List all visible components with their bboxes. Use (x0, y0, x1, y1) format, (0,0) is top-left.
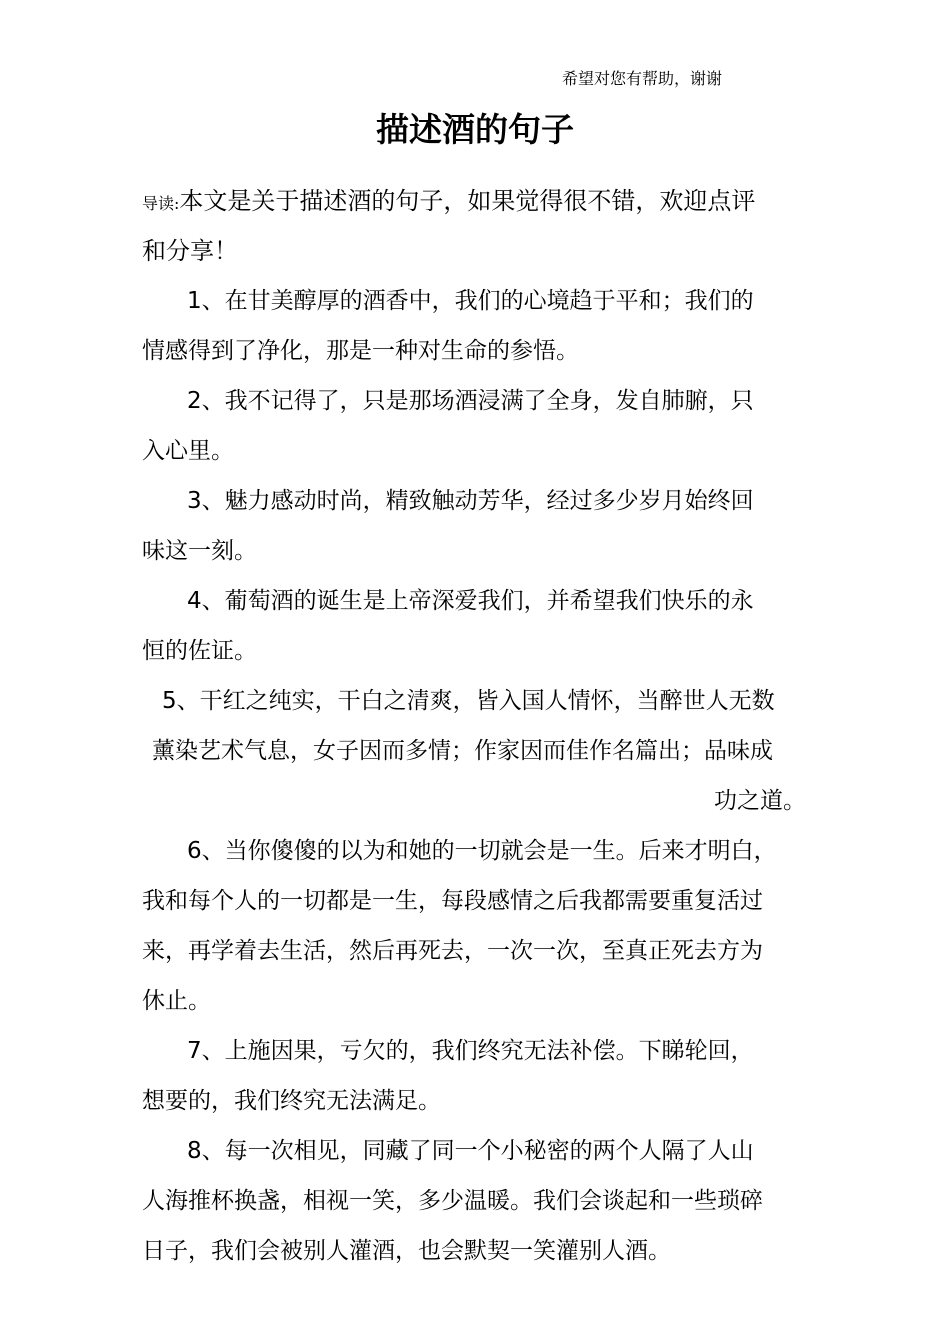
paragraph-5-line-3: 功之道。 (714, 788, 806, 814)
page-title: 描述酒的句子 (376, 110, 574, 149)
paragraph-8-line-2: 人海推杯换盏，相视一笑，多少温暖。我们会谈起和一些琐碎 (142, 1188, 763, 1214)
paragraph-1-line-2: 情感得到了净化，那是一种对生命的参悟。 (142, 338, 579, 364)
paragraph-6-line-4: 休止。 (142, 988, 211, 1014)
paragraph-3-line-2: 味这一刻。 (142, 538, 257, 564)
paragraph-4-line-1: 4、葡萄酒的诞生是上帝深爱我们，并希望我们快乐的永 (187, 588, 754, 614)
paragraph-3-line-1: 3、魅力感动时尚，精致触动芳华，经过多少岁月始终回 (187, 488, 754, 514)
paragraph-6-line-1: 6、当你傻傻的以为和她的一切就会是一生。后来才明白， (187, 838, 777, 864)
lead-text: 本文是关于描述酒的句子，如果觉得很不错，欢迎点评 (179, 187, 756, 215)
paragraph-7-line-2: 想要的，我们终究无法满足。 (142, 1088, 441, 1114)
paragraph-6-line-2: 我和每个人的一切都是一生，每段感情之后我都需要重复活过 (142, 888, 763, 914)
paragraph-8-line-3: 日子，我们会被别人灌酒，也会默契一笑灌别人酒。 (142, 1238, 671, 1264)
paragraph-7-line-1: 7、上施因果，亏欠的，我们终究无法补偿。下睇轮回， (187, 1038, 754, 1064)
paragraph-5-line-1: 5、干红之纯实，干白之清爽，皆入国人情怀，当醉世人无数 (162, 688, 775, 714)
paragraph-2-line-1: 2、我不记得了，只是那场酒浸满了全身，发自肺腑，只 (187, 388, 754, 414)
paragraph-1-line-1: 1、在甘美醇厚的酒香中，我们的心境趋于平和；我们的 (187, 288, 754, 314)
paragraph-6-line-3: 来，再学着去生活，然后再死去，一次一次，至真正死去方为 (142, 938, 763, 964)
paragraph-2-line-2: 入心里。 (142, 438, 234, 464)
lead-line-1 (142, 186, 755, 219)
paragraph-4-line-2: 恒的佐证。 (142, 638, 257, 664)
paragraph-8-line-1: 8、每一次相见，同藏了同一个小秘密的两个人隔了人山 (187, 1138, 754, 1164)
paragraph-5-line-2: 薰染艺术气息，女子因而多情；作家因而佳作名篇出；品味成 (152, 738, 773, 764)
lead-line-2: 和分享！ (142, 237, 238, 265)
lead-label: 导读: (142, 194, 180, 213)
header-note: 希望对您有帮助，谢谢 (562, 69, 723, 88)
